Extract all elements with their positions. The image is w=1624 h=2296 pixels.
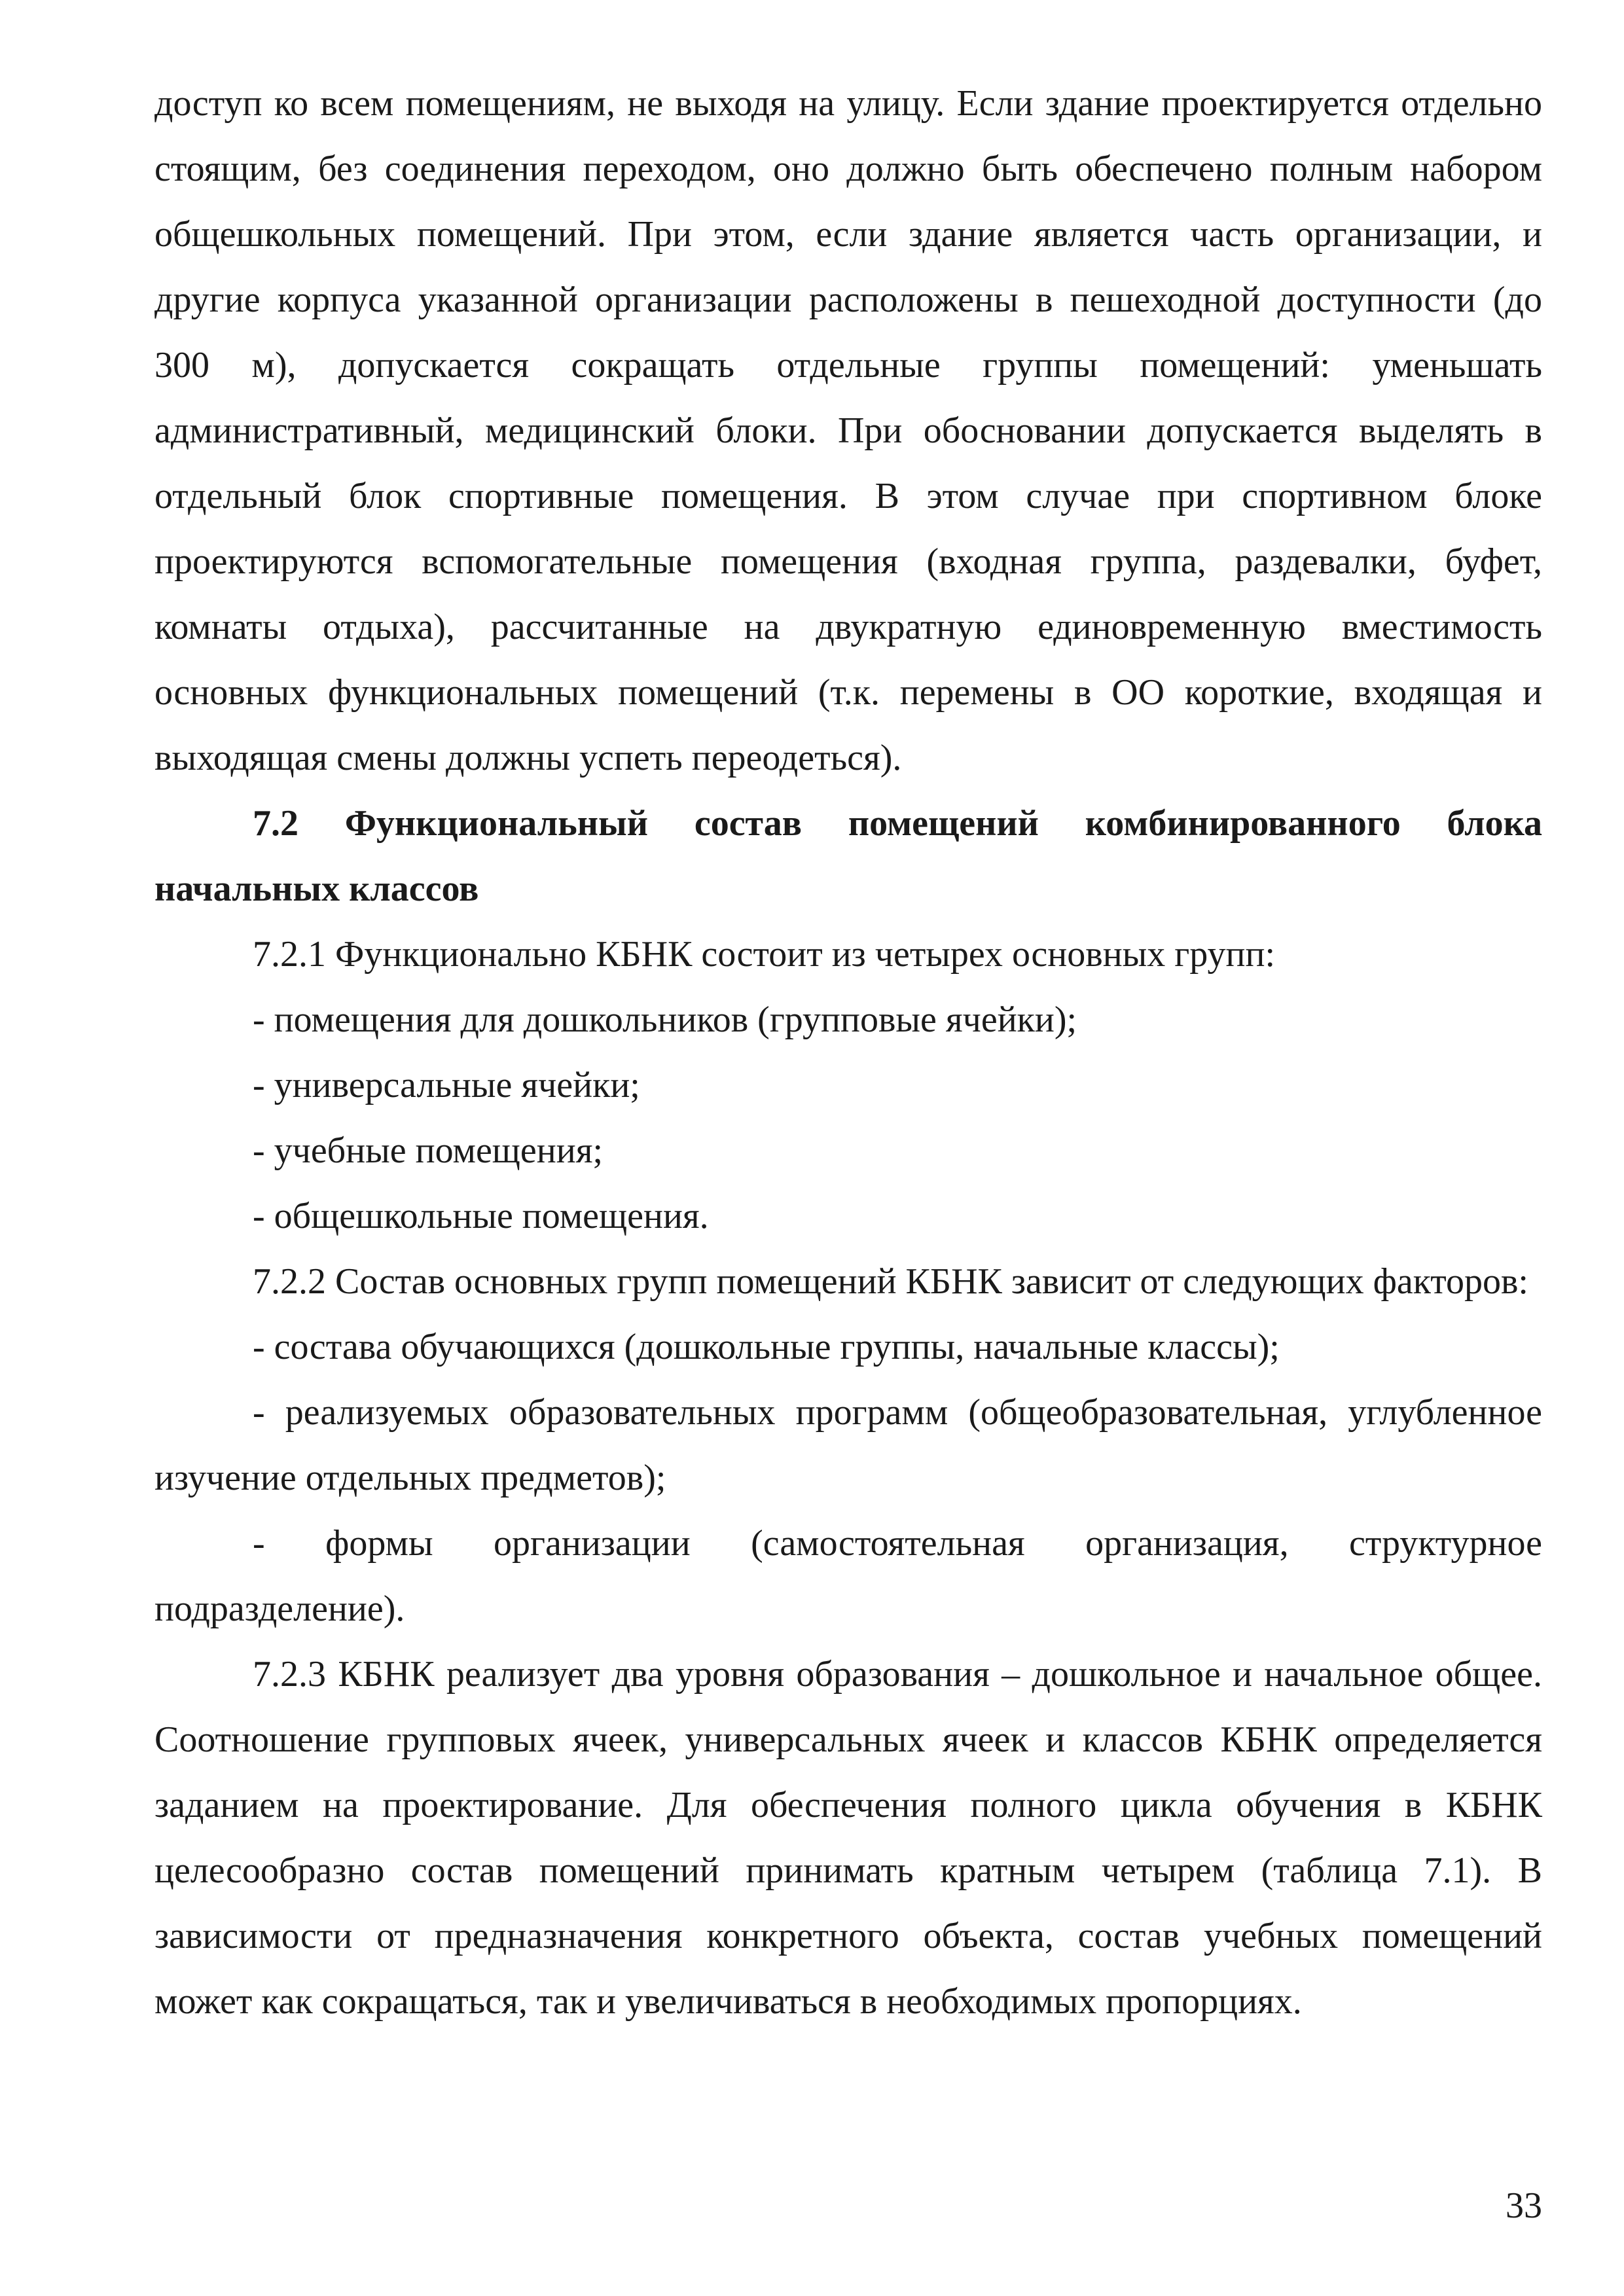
paragraph-continuation: доступ ко всем помещениям, не выходя на улицу. Если здание проектируется отдельно стоящим, без соединения переходом, оно должно быть обеспечено полным набором общешкольных помещений. При этом, если здание является часть организации, и другие корпуса указанной организации расположены в пешеходной доступности (до 300 м), допускается сокращать отдельные группы помещений: уменьшать административный, медицинский блоки. При обосновании допускается выделять в отдельный блок спортивные помещения. В этом случае при спортивном блоке проектируются вспомогательные помещения (входная группа, раздевалки, буфет, комнаты отдыха), рассчитанные на двукратную единовременную вместимость основных функциональных помещений (т.к. перемены в ОО короткие, входящая и выходящая смены должны успеть переодеться). <box>154 83 1542 778</box>
list-item-programs: - реализуемых образовательных программ (общеобразовательная, углубленное изучение отдельных предметов); <box>154 1392 1542 1498</box>
paragraph-7-2-1: 7.2.1 Функционально КБНК состоит из четырех основных групп: <box>253 934 1276 975</box>
document-page <box>154 71 1542 2034</box>
paragraph-7-2-3: 7.2.3 КБНК реализует два уровня образования – дошкольное и начальное общее. Соотношение групповых ячеек, универсальных ячеек и классов КБНК определяется заданием на проектирование. Для обеспечения полного цикла обучения в КБНК целесообразно состав помещений принимать кратным четырем (таблица 7.1). В зависимости от предназначения конкретного объекта, состав учебных помещений может как сокращаться, так и увеличиваться в необходимых пропорциях. <box>154 1654 1542 2022</box>
list-item-school-rooms: - общешкольные помещения. <box>253 1196 709 1236</box>
list-item-universal-cells: - универсальные ячейки; <box>253 1065 640 1105</box>
paragraph-7-2-2: 7.2.2 Состав основных групп помещений КБНК зависит от следующих факторов: <box>253 1261 1528 1302</box>
list-item-classrooms: - учебные помещения; <box>253 1130 604 1171</box>
list-item-students: - состава обучающихся (дошкольные группы, начальные классы); <box>253 1327 1280 1367</box>
page-number: 33 <box>1506 2185 1542 2226</box>
section-heading-7-2: 7.2 Функциональный состав помещений комбинированного блока начальных классов <box>154 803 1542 909</box>
list-item-organization-form: - формы организации (самостоятельная организация, структурное подразделение). <box>154 1523 1542 1629</box>
list-item-preschool-rooms: - помещения для дошкольников (групповые ячейки); <box>253 999 1077 1040</box>
